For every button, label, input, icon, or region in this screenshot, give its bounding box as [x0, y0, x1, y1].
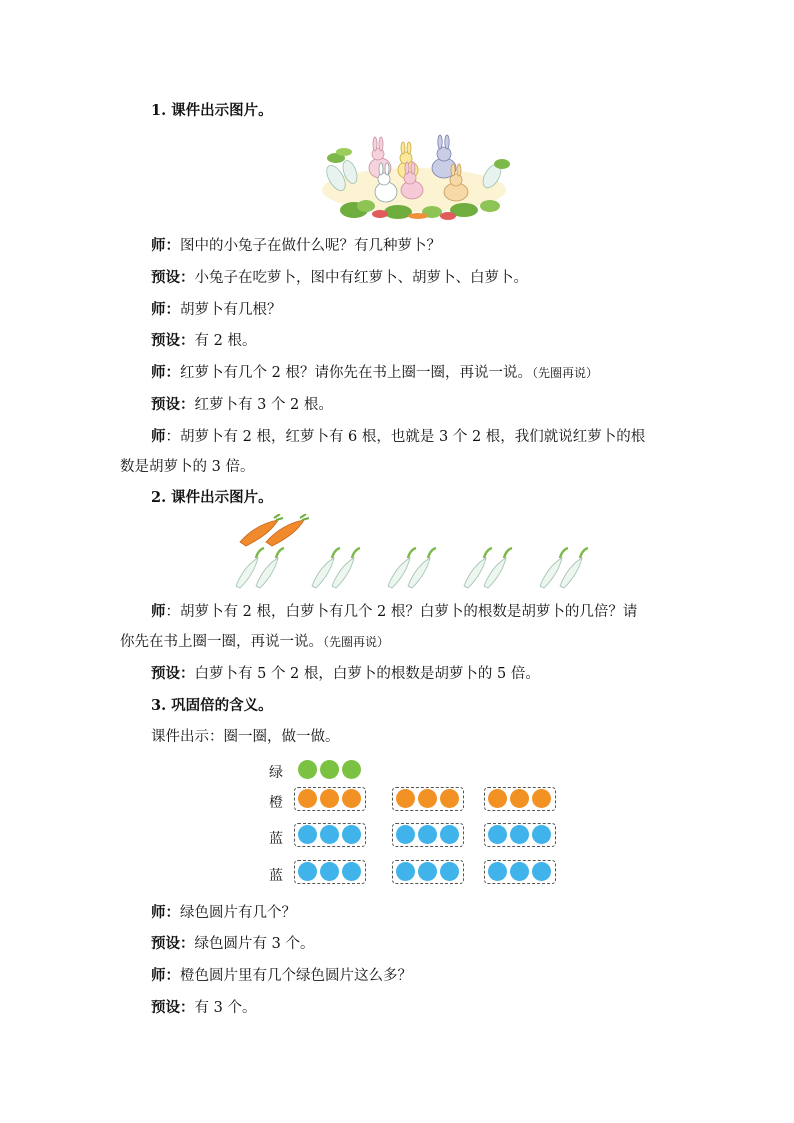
blue-circle: [320, 825, 339, 844]
section3-heading: 3. 巩固倍的含义。: [151, 697, 273, 714]
section2-heading: 2. 课件出示图片。: [151, 489, 273, 506]
rabbits-eating-radishes-illustration: [314, 132, 514, 224]
s2-paragraph-line-2: 你先在书上圈一圈，再说一说。（先圈再说）: [120, 634, 390, 650]
s3-line-4: 预设：有 3 个。: [151, 999, 257, 1016]
orange-circle: [396, 789, 415, 808]
carrots-and-radishes-illustration: [230, 514, 600, 590]
row-label-orange: 橙: [269, 795, 283, 811]
blue-circle: [510, 862, 529, 881]
green-circle: [298, 760, 317, 779]
orange-circle: [298, 789, 317, 808]
blue-circle: [532, 825, 551, 844]
blue-circle: [342, 825, 361, 844]
s2-paragraph-line-1: 师：胡萝卜有 2 根，白萝卜有几个 2 根？白萝卜的根数是胡萝卜的几倍？请: [151, 603, 638, 620]
green-circle: [320, 760, 339, 779]
row-label-blue-1: 蓝: [269, 831, 283, 847]
radish-pair-3: [388, 548, 436, 588]
radish-pair-5: [540, 548, 588, 588]
section1-heading: 1. 课件出示图片。: [151, 102, 273, 119]
s1-line-5: 师：红萝卜有几个 2 根？请你先在书上圈一圈，再说一说。（先圈再说）: [151, 364, 598, 381]
section3-intro: 课件出示：圈一圈，做一做。: [151, 729, 340, 745]
blue-circle: [298, 862, 317, 881]
s1-line-3: 师：胡萝卜有几根？: [151, 301, 282, 318]
s1-line-2: 预设：小兔子在吃萝卜，图中有红萝卜、胡萝卜、白萝卜。: [151, 269, 528, 286]
s1-paragraph-line-1: 师：胡萝卜有 2 根，红萝卜有 6 根，也就是 3 个 2 根，我们就说红萝卜的根: [151, 428, 646, 445]
carrot-icon: [266, 514, 309, 546]
radish-pair-4: [464, 548, 512, 588]
s1-line-1: 师：图中的小兔子在做什么呢？有几种萝卜？: [151, 237, 441, 254]
radish-pair-2: [312, 548, 360, 588]
orange-circle: [320, 789, 339, 808]
blue-circle: [396, 862, 415, 881]
s2-answer: 预设：白萝卜有 5 个 2 根，白萝卜的根数是胡萝卜的 5 倍。: [151, 665, 540, 682]
blue-circle: [440, 825, 459, 844]
blue-circle: [510, 825, 529, 844]
blue-circle: [418, 825, 437, 844]
s3-line-3: 师：橙色圆片里有几个绿色圆片这么多？: [151, 967, 412, 984]
orange-circle: [440, 789, 459, 808]
orange-circle: [510, 789, 529, 808]
s3-line-2: 预设：绿色圆片有 3 个。: [151, 935, 315, 952]
blue-circle: [532, 862, 551, 881]
blue-circle: [342, 862, 361, 881]
blue-circle: [418, 862, 437, 881]
blue-circle: [320, 862, 339, 881]
orange-circle: [532, 789, 551, 808]
s3-line-1: 师：绿色圆片有几个？: [151, 904, 296, 921]
blue-circle: [488, 825, 507, 844]
green-circle: [342, 760, 361, 779]
radish-pair-1: [236, 548, 284, 588]
blue-circle: [298, 825, 317, 844]
s1-paragraph-line-2: 数是胡萝卜的 3 倍。: [120, 459, 255, 475]
orange-circle: [488, 789, 507, 808]
blue-circle: [396, 825, 415, 844]
row-label-blue-2: 蓝: [269, 868, 283, 884]
orange-circle: [418, 789, 437, 808]
row-label-green: 绿: [269, 765, 283, 781]
s1-line-6: 预设：红萝卜有 3 个 2 根。: [151, 396, 333, 413]
blue-circle: [440, 862, 459, 881]
s1-line-4: 预设：有 2 根。: [151, 332, 257, 349]
blue-circle: [488, 862, 507, 881]
orange-circle: [342, 789, 361, 808]
